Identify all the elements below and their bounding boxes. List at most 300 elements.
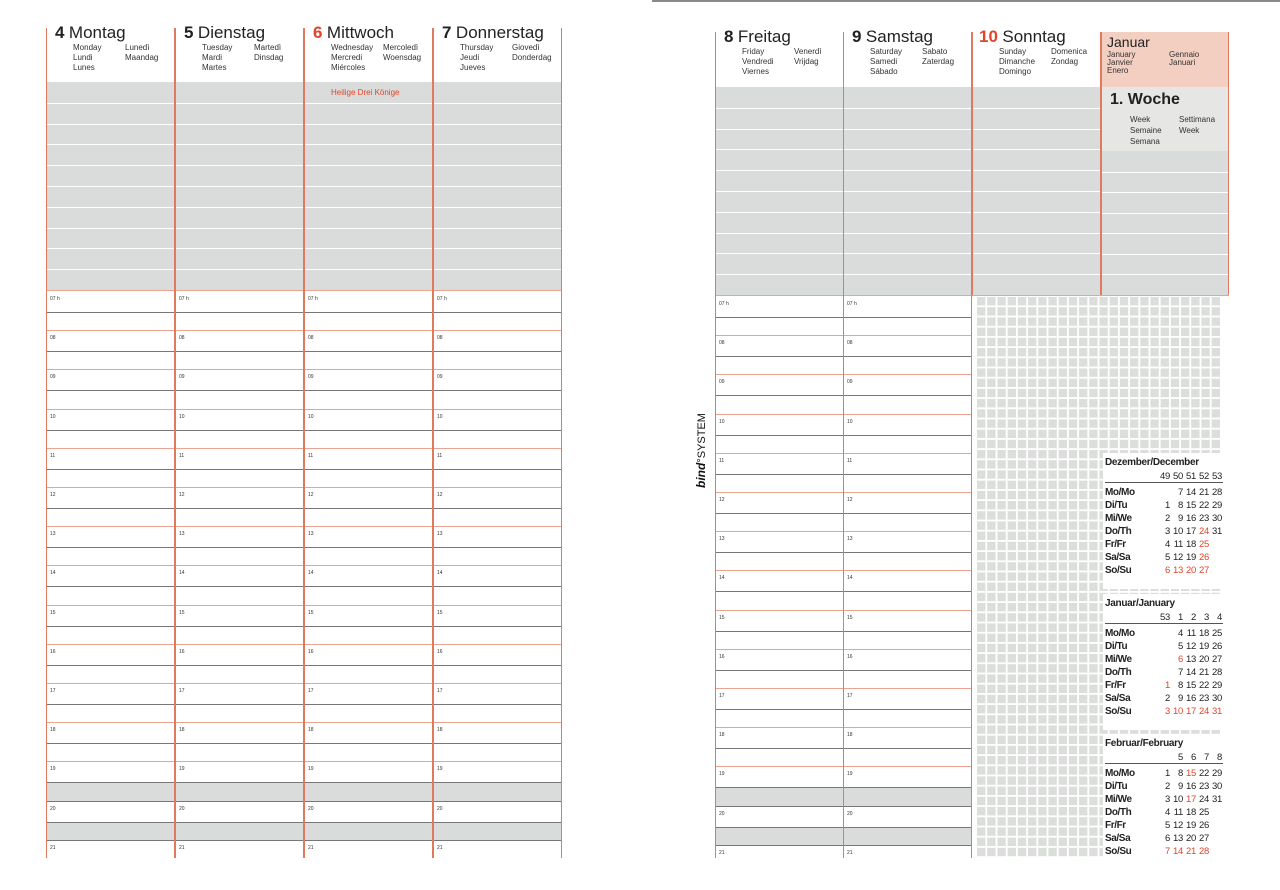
grid-square bbox=[1018, 297, 1026, 305]
calendar-day[interactable]: 13 bbox=[1186, 654, 1196, 665]
hour-label: 10 bbox=[719, 418, 725, 425]
grid-square bbox=[1069, 399, 1077, 407]
grid-square bbox=[1140, 328, 1148, 336]
calendar-day[interactable]: 15 bbox=[1186, 768, 1196, 779]
grid-square bbox=[1069, 807, 1077, 815]
hour-slot[interactable] bbox=[434, 841, 561, 880]
calendar-day[interactable]: 17 bbox=[1186, 794, 1196, 805]
calendar-day[interactable]: 23 bbox=[1199, 693, 1209, 704]
calendar-day[interactable]: 3 bbox=[1165, 794, 1170, 805]
grid-square bbox=[1028, 644, 1036, 652]
calendar-day[interactable]: 6 bbox=[1165, 565, 1170, 576]
calendar-day[interactable]: 2 bbox=[1165, 781, 1170, 792]
weekday-label: Mo/Mo bbox=[1105, 487, 1135, 498]
grid-square bbox=[1079, 450, 1087, 458]
grid-square bbox=[1140, 430, 1148, 438]
hour-slot[interactable] bbox=[716, 611, 843, 650]
grid-square bbox=[997, 511, 1005, 519]
mini-calendar-row bbox=[1105, 667, 1223, 679]
notes-area[interactable] bbox=[844, 87, 971, 295]
grid-square bbox=[1140, 379, 1148, 387]
hour-slot[interactable] bbox=[844, 571, 971, 610]
calendar-day[interactable]: 29 bbox=[1212, 500, 1222, 511]
calendar-day[interactable]: 29 bbox=[1212, 768, 1222, 779]
calendar-day[interactable]: 19 bbox=[1186, 820, 1196, 831]
hour-label: 14 bbox=[847, 575, 853, 582]
calendar-day[interactable]: 14 bbox=[1173, 846, 1183, 857]
hour-slot[interactable] bbox=[47, 331, 174, 370]
hour-slot[interactable] bbox=[434, 762, 561, 801]
calendar-day[interactable]: 18 bbox=[1186, 539, 1196, 550]
hour-slot[interactable] bbox=[716, 689, 843, 728]
grid-square bbox=[1028, 827, 1036, 835]
hour-slot[interactable] bbox=[305, 292, 432, 331]
hour-slot[interactable] bbox=[305, 802, 432, 841]
hour-label: 08 bbox=[50, 335, 56, 342]
calendar-day[interactable]: 6 bbox=[1178, 654, 1183, 665]
calendar-day[interactable]: 20 bbox=[1199, 654, 1209, 665]
grid-square bbox=[1089, 521, 1097, 529]
evening-shade bbox=[844, 787, 971, 806]
hour-slot[interactable] bbox=[176, 566, 303, 605]
calendar-day[interactable]: 11 bbox=[1186, 628, 1196, 639]
grid-square bbox=[1069, 348, 1077, 356]
translation-text: Wednesday bbox=[331, 43, 374, 52]
grid-square bbox=[1048, 807, 1056, 815]
hour-slot[interactable] bbox=[716, 767, 843, 806]
hour-slot[interactable] bbox=[434, 527, 561, 566]
calendar-day[interactable]: 12 bbox=[1173, 820, 1183, 831]
calendar-day[interactable]: 18 bbox=[1186, 807, 1196, 818]
hour-slot[interactable] bbox=[176, 370, 303, 409]
calendar-day[interactable]: 1 bbox=[1165, 680, 1170, 691]
hour-slot[interactable] bbox=[47, 449, 174, 488]
hour-slot[interactable] bbox=[47, 606, 174, 645]
calendar-day[interactable]: 24 bbox=[1199, 706, 1209, 717]
calendar-day[interactable]: 23 bbox=[1199, 781, 1209, 792]
grid-square bbox=[1018, 440, 1026, 448]
calendar-day[interactable]: 18 bbox=[1199, 628, 1209, 639]
hour-slot[interactable] bbox=[176, 410, 303, 449]
grid-square bbox=[1201, 328, 1209, 336]
hour-label: 18 bbox=[847, 732, 853, 739]
grid-square bbox=[1048, 664, 1056, 672]
calendar-day[interactable]: 26 bbox=[1199, 820, 1209, 831]
calendar-day[interactable]: 8 bbox=[1178, 680, 1183, 691]
hour-label: 07 h bbox=[847, 301, 857, 307]
calendar-day[interactable]: 16 bbox=[1186, 693, 1196, 704]
evening-shade bbox=[176, 782, 303, 801]
grid-square bbox=[1059, 705, 1067, 713]
grid-square bbox=[1079, 787, 1087, 795]
hour-slot[interactable] bbox=[176, 841, 303, 880]
note-line bbox=[305, 269, 432, 270]
hour-slot[interactable] bbox=[305, 841, 432, 880]
grid-square bbox=[1099, 440, 1107, 448]
hour-slot[interactable] bbox=[47, 645, 174, 684]
hour-slot[interactable] bbox=[716, 454, 843, 493]
calendar-day[interactable]: 28 bbox=[1212, 667, 1222, 678]
calendar-day[interactable]: 16 bbox=[1186, 781, 1196, 792]
grid-square bbox=[987, 328, 995, 336]
hour-label: 15 bbox=[719, 614, 725, 621]
grid-square bbox=[1161, 338, 1169, 346]
month-title: Januar bbox=[1107, 34, 1150, 50]
calendar-day[interactable]: 31 bbox=[1212, 706, 1222, 717]
hour-slot[interactable] bbox=[844, 297, 971, 336]
calendar-day[interactable]: 25 bbox=[1212, 628, 1222, 639]
hour-slot[interactable] bbox=[47, 527, 174, 566]
grid-square bbox=[1201, 297, 1209, 305]
grid-square bbox=[1059, 725, 1067, 733]
calendar-day[interactable]: 29 bbox=[1212, 680, 1222, 691]
calendar-day[interactable]: 16 bbox=[1186, 513, 1196, 524]
grid-square bbox=[1069, 511, 1077, 519]
hour-slot[interactable] bbox=[305, 331, 432, 370]
hour-slot[interactable] bbox=[434, 410, 561, 449]
hour-slot[interactable] bbox=[844, 336, 971, 375]
calendar-day[interactable]: 28 bbox=[1212, 487, 1222, 498]
hour-slot[interactable] bbox=[47, 566, 174, 605]
grid-square bbox=[1140, 419, 1148, 427]
note-line bbox=[47, 124, 174, 125]
calendar-day[interactable]: 23 bbox=[1199, 513, 1209, 524]
hour-slot[interactable] bbox=[305, 762, 432, 801]
hour-slot[interactable] bbox=[305, 410, 432, 449]
calendar-day[interactable]: 7 bbox=[1178, 667, 1183, 678]
evening-shade bbox=[434, 782, 561, 801]
calendar-day[interactable]: 2 bbox=[1165, 693, 1170, 704]
calendar-day[interactable]: 21 bbox=[1199, 487, 1209, 498]
hour-slot[interactable] bbox=[434, 292, 561, 331]
hour-half-rule bbox=[716, 748, 843, 749]
hour-label: 18 bbox=[308, 727, 314, 734]
hour-slot[interactable] bbox=[305, 645, 432, 684]
hour-slot[interactable] bbox=[47, 723, 174, 762]
hour-label: 13 bbox=[179, 531, 185, 538]
calendar-day[interactable]: 9 bbox=[1178, 781, 1183, 792]
hour-slot[interactable] bbox=[47, 841, 174, 880]
calendar-day[interactable]: 22 bbox=[1199, 768, 1209, 779]
calendar-day[interactable]: 8 bbox=[1178, 500, 1183, 511]
hour-slot[interactable] bbox=[176, 488, 303, 527]
calendar-day[interactable]: 13 bbox=[1173, 833, 1183, 844]
calendar-day[interactable]: 11 bbox=[1173, 807, 1183, 818]
translation-text: Thursday bbox=[460, 43, 494, 52]
hour-slot[interactable] bbox=[47, 684, 174, 723]
hour-slot[interactable] bbox=[434, 606, 561, 645]
grid-square bbox=[987, 756, 995, 764]
calendar-day[interactable]: 26 bbox=[1199, 552, 1209, 563]
hour-slot[interactable] bbox=[176, 645, 303, 684]
calendar-day[interactable]: 9 bbox=[1178, 513, 1183, 524]
calendar-day[interactable]: 24 bbox=[1199, 526, 1209, 537]
hour-slot[interactable] bbox=[716, 336, 843, 375]
grid-square bbox=[1089, 838, 1097, 846]
hour-slot[interactable] bbox=[305, 566, 432, 605]
calendar-day[interactable]: 22 bbox=[1199, 500, 1209, 511]
hour-slot[interactable] bbox=[716, 493, 843, 532]
note-line bbox=[305, 207, 432, 208]
calendar-day[interactable]: 3 bbox=[1165, 706, 1170, 717]
hour-slot[interactable] bbox=[47, 802, 174, 841]
notes-area[interactable] bbox=[176, 82, 303, 290]
hour-slot[interactable] bbox=[844, 846, 971, 885]
calendar-day[interactable]: 12 bbox=[1186, 641, 1196, 652]
hour-slot[interactable] bbox=[844, 728, 971, 767]
calendar-day[interactable]: 25 bbox=[1199, 539, 1209, 550]
grid-square bbox=[1140, 297, 1148, 305]
calendar-day[interactable]: 13 bbox=[1173, 565, 1183, 576]
hour-slot[interactable] bbox=[47, 488, 174, 527]
calendar-day[interactable]: 1 bbox=[1165, 768, 1170, 779]
hour-label: 17 bbox=[437, 688, 443, 694]
brand-logo bbox=[694, 413, 708, 488]
calendar-day[interactable]: 31 bbox=[1212, 526, 1222, 537]
calendar-day[interactable]: 5 bbox=[1165, 552, 1170, 563]
hour-slot[interactable] bbox=[305, 488, 432, 527]
hour-slot[interactable] bbox=[434, 449, 561, 488]
grid-square bbox=[1048, 297, 1056, 305]
notes-area[interactable] bbox=[973, 87, 1100, 295]
translation-text: Domenica bbox=[1051, 47, 1088, 56]
grid-square bbox=[987, 511, 995, 519]
hour-half-rule bbox=[844, 670, 971, 671]
hour-slot[interactable] bbox=[176, 449, 303, 488]
hour-label: 18 bbox=[719, 732, 725, 739]
grid-square bbox=[1089, 695, 1097, 703]
grid-square bbox=[1059, 338, 1067, 346]
calendar-day[interactable]: 17 bbox=[1186, 706, 1196, 717]
grid-square bbox=[1161, 297, 1169, 305]
hour-slot[interactable] bbox=[176, 292, 303, 331]
hour-label: 14 bbox=[308, 570, 314, 577]
calendar-day[interactable]: 9 bbox=[1178, 693, 1183, 704]
grid-square bbox=[1140, 358, 1148, 366]
grid-square bbox=[1008, 328, 1016, 336]
hour-slot[interactable] bbox=[47, 762, 174, 801]
grid-square bbox=[1008, 368, 1016, 376]
hour-slot[interactable] bbox=[434, 684, 561, 723]
calendar-day[interactable]: 3 bbox=[1165, 526, 1170, 537]
calendar-day[interactable]: 5 bbox=[1178, 641, 1183, 652]
calendar-day[interactable]: 22 bbox=[1199, 680, 1209, 691]
hour-label: 13 bbox=[437, 531, 443, 538]
hour-slot[interactable] bbox=[305, 723, 432, 762]
calendar-day[interactable]: 31 bbox=[1212, 794, 1222, 805]
hour-slot[interactable] bbox=[305, 606, 432, 645]
hour-slot[interactable] bbox=[305, 684, 432, 723]
hour-slot[interactable] bbox=[305, 449, 432, 488]
calendar-day[interactable]: 27 bbox=[1199, 565, 1209, 576]
hour-slot[interactable] bbox=[844, 375, 971, 414]
grid-square bbox=[1110, 379, 1118, 387]
hour-slot[interactable] bbox=[716, 807, 843, 846]
translation-text: Jeudi bbox=[460, 53, 480, 62]
calendar-day[interactable]: 8 bbox=[1178, 768, 1183, 779]
weekday-label: Mo/Mo bbox=[1105, 628, 1135, 639]
hour-slot[interactable] bbox=[305, 370, 432, 409]
hour-slot[interactable] bbox=[176, 527, 303, 566]
grid-square bbox=[1059, 685, 1067, 693]
hour-slot[interactable] bbox=[434, 723, 561, 762]
grid-square bbox=[1048, 715, 1056, 723]
hour-slot[interactable] bbox=[716, 375, 843, 414]
hour-slot[interactable] bbox=[716, 728, 843, 767]
grid-square bbox=[1018, 634, 1026, 642]
calendar-day[interactable]: 4 bbox=[1165, 807, 1170, 818]
calendar-day[interactable]: 25 bbox=[1199, 807, 1209, 818]
grid-square bbox=[1048, 736, 1056, 744]
mini-calendar-row bbox=[1105, 526, 1223, 538]
hour-half-rule bbox=[434, 743, 561, 744]
calendar-day[interactable]: 14 bbox=[1186, 487, 1196, 498]
hour-slot[interactable] bbox=[434, 331, 561, 370]
hour-slot[interactable] bbox=[844, 689, 971, 728]
grid-square bbox=[1008, 419, 1016, 427]
hour-slot[interactable] bbox=[716, 846, 843, 885]
calendar-day[interactable]: 30 bbox=[1212, 513, 1222, 524]
grid-square bbox=[1018, 460, 1026, 468]
grid-square bbox=[997, 603, 1005, 611]
hour-slot[interactable] bbox=[47, 292, 174, 331]
day-translations bbox=[922, 47, 954, 67]
calendar-day[interactable]: 28 bbox=[1199, 846, 1209, 857]
grid-square bbox=[1059, 736, 1067, 744]
calendar-day[interactable]: 6 bbox=[1165, 833, 1170, 844]
calendar-day[interactable]: 27 bbox=[1199, 833, 1209, 844]
calendar-day[interactable]: 21 bbox=[1186, 846, 1196, 857]
hour-slot[interactable] bbox=[176, 331, 303, 370]
grid-square bbox=[1089, 613, 1097, 621]
notes-area[interactable] bbox=[716, 87, 843, 295]
hour-slot[interactable] bbox=[434, 645, 561, 684]
hour-slot[interactable] bbox=[716, 571, 843, 610]
hour-slot[interactable] bbox=[716, 297, 843, 336]
grid-square bbox=[1048, 583, 1056, 591]
grid-square bbox=[1038, 450, 1046, 458]
grid-square bbox=[1038, 593, 1046, 601]
hour-half-rule bbox=[47, 390, 174, 391]
hour-slot[interactable] bbox=[176, 606, 303, 645]
calendar-day[interactable]: 24 bbox=[1199, 794, 1209, 805]
hour-half-rule bbox=[176, 312, 303, 313]
hour-slot[interactable] bbox=[47, 410, 174, 449]
calendar-day[interactable]: 14 bbox=[1186, 667, 1196, 678]
calendar-day[interactable]: 30 bbox=[1212, 693, 1222, 704]
grid-square bbox=[1069, 470, 1077, 478]
grid-square bbox=[1181, 419, 1189, 427]
hour-slot[interactable] bbox=[716, 415, 843, 454]
hour-slot[interactable] bbox=[176, 684, 303, 723]
calendar-day[interactable]: 7 bbox=[1165, 846, 1170, 857]
calendar-day[interactable]: 17 bbox=[1186, 526, 1196, 537]
grid-square bbox=[1089, 746, 1097, 754]
hour-slot[interactable] bbox=[716, 532, 843, 571]
calendar-day[interactable]: 27 bbox=[1212, 654, 1222, 665]
calendar-day[interactable]: 19 bbox=[1199, 641, 1209, 652]
hour-slot[interactable] bbox=[176, 762, 303, 801]
calendar-day[interactable]: 26 bbox=[1212, 641, 1222, 652]
grid-square bbox=[1028, 572, 1036, 580]
grid-square bbox=[1018, 797, 1026, 805]
calendar-day[interactable]: 2 bbox=[1165, 513, 1170, 524]
grid-square bbox=[1089, 501, 1097, 509]
calendar-day[interactable]: 4 bbox=[1178, 628, 1183, 639]
hour-slot[interactable] bbox=[844, 611, 971, 650]
grid-square bbox=[987, 623, 995, 631]
note-line bbox=[434, 186, 561, 187]
grid-square bbox=[1069, 644, 1077, 652]
calendar-day[interactable]: 10 bbox=[1173, 706, 1183, 717]
notes-area[interactable] bbox=[1101, 151, 1229, 295]
hour-slot[interactable] bbox=[305, 527, 432, 566]
hour-slot[interactable] bbox=[176, 723, 303, 762]
calendar-day[interactable]: 5 bbox=[1165, 820, 1170, 831]
calendar-day[interactable]: 15 bbox=[1186, 680, 1196, 691]
hour-slot[interactable] bbox=[844, 767, 971, 806]
calendar-day[interactable]: 21 bbox=[1199, 667, 1209, 678]
calendar-day[interactable]: 1 bbox=[1165, 500, 1170, 511]
calendar-day[interactable]: 15 bbox=[1186, 500, 1196, 511]
hour-half-rule bbox=[176, 626, 303, 627]
grid-square bbox=[977, 562, 985, 570]
hour-slot[interactable] bbox=[844, 807, 971, 846]
hour-slot[interactable] bbox=[176, 802, 303, 841]
hour-slot[interactable] bbox=[434, 370, 561, 409]
grid-square bbox=[1028, 715, 1036, 723]
evening-shade bbox=[47, 782, 174, 801]
calendar-day[interactable]: 20 bbox=[1186, 565, 1196, 576]
calendar-day[interactable]: 7 bbox=[1178, 487, 1183, 498]
grid-square bbox=[1008, 521, 1016, 529]
grid-square bbox=[1110, 358, 1118, 366]
calendar-day[interactable]: 10 bbox=[1173, 526, 1183, 537]
notes-area[interactable] bbox=[47, 82, 174, 290]
hour-slot[interactable] bbox=[844, 650, 971, 689]
hour-slot[interactable] bbox=[716, 650, 843, 689]
hour-slot[interactable] bbox=[844, 454, 971, 493]
hour-slot[interactable] bbox=[844, 532, 971, 571]
hour-slot[interactable] bbox=[844, 415, 971, 454]
grid-square bbox=[1079, 827, 1087, 835]
calendar-day[interactable]: 12 bbox=[1173, 552, 1183, 563]
hour-slot[interactable] bbox=[47, 370, 174, 409]
grid-square bbox=[1048, 787, 1056, 795]
grid-square bbox=[1171, 307, 1179, 315]
notes-area[interactable] bbox=[305, 82, 432, 290]
grid-square bbox=[1028, 613, 1036, 621]
hour-slot[interactable] bbox=[434, 566, 561, 605]
hour-slot[interactable] bbox=[434, 488, 561, 527]
grid-square bbox=[1161, 317, 1169, 325]
calendar-day[interactable]: 10 bbox=[1173, 794, 1183, 805]
hour-label: 12 bbox=[719, 497, 725, 503]
notes-area[interactable] bbox=[434, 82, 561, 290]
calendar-day[interactable]: 11 bbox=[1173, 539, 1183, 550]
grid-square bbox=[1008, 644, 1016, 652]
calendar-day[interactable]: 20 bbox=[1186, 833, 1196, 844]
hour-slot[interactable] bbox=[434, 802, 561, 841]
grid-square bbox=[1028, 317, 1036, 325]
grid-square bbox=[1212, 338, 1220, 346]
calendar-day[interactable]: 30 bbox=[1212, 781, 1222, 792]
calendar-day[interactable]: 4 bbox=[1165, 539, 1170, 550]
hour-slot[interactable] bbox=[844, 493, 971, 532]
grid-square bbox=[1161, 379, 1169, 387]
grid-square bbox=[1201, 399, 1209, 407]
calendar-day[interactable]: 19 bbox=[1186, 552, 1196, 563]
